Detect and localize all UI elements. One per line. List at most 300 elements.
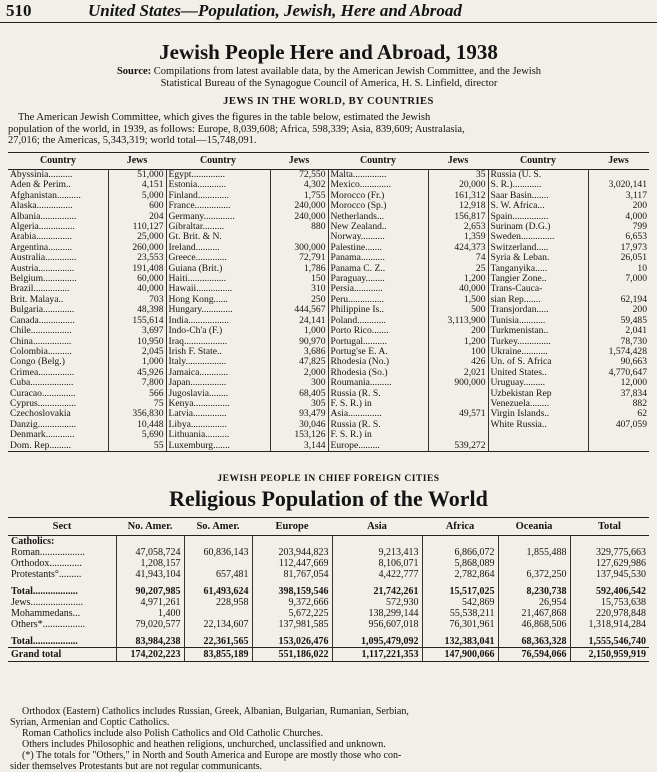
table-row [8, 608, 649, 619]
sect-label: Roman.................. [11, 547, 85, 558]
population-cell: 90,207,985 [116, 586, 184, 597]
jews-count-cell: 3,020,141 [588, 180, 649, 190]
jews-count-cell: 40,000 [108, 284, 166, 294]
jews-count-cell: 1,359 [428, 232, 488, 242]
country-cell: Ukraine........... [488, 347, 588, 357]
country-cell: sian Rep....... [488, 295, 588, 305]
jews-count-cell: 500 [428, 305, 488, 315]
table-row [8, 347, 649, 357]
table-row [8, 420, 649, 430]
population-cell: 5,672,225 [252, 608, 332, 619]
jews-count-cell: 100 [428, 347, 488, 357]
running-title: United States—Population, Jewish, Here and Abroad [88, 1, 462, 20]
country-cell: Rhodesia (No.) [328, 357, 428, 367]
intro-paragraph [8, 112, 650, 147]
population-cell [184, 608, 252, 619]
country-cell: Panama C. Z.. [328, 264, 428, 274]
jews-count-cell: 10,950 [108, 337, 166, 347]
jews-count-cell: 153,126 [270, 430, 328, 440]
population-cell: 138,299,144 [332, 608, 422, 619]
country-cell: Japan............... [166, 378, 270, 388]
country-cell: Rhodesia (So.) [328, 368, 428, 378]
jews-count-cell: 59,485 [588, 316, 649, 326]
population-cell [422, 536, 498, 548]
country-cell: Persia............ [328, 284, 428, 294]
population-cell: 83,984,238 [116, 636, 184, 648]
table-row [8, 547, 649, 558]
jews-count-cell: 4,000 [588, 212, 649, 222]
table-row [8, 284, 649, 294]
table-row [8, 212, 649, 222]
jews-count-cell: 90,663 [588, 357, 649, 367]
population-cell: 61,493,624 [184, 586, 252, 597]
country-cell: Colombia.......... [10, 345, 72, 357]
jews-count-cell: 20,000 [428, 180, 488, 190]
source-text-1: Compilations from latest available data, by the American Jewish Committee, and the Jewish [153, 66, 542, 77]
jews-count-cell: 55 [108, 441, 166, 452]
country-cell [488, 430, 588, 440]
population-cell: 174,202,223 [116, 648, 184, 662]
population-cell: 60,836,143 [184, 547, 252, 558]
jews-count-cell: 3,113,900 [428, 316, 488, 326]
column-header: Sect [8, 518, 116, 536]
country-cell: Irish F. State.. [166, 347, 270, 357]
country-cell: Albania............... [10, 210, 77, 222]
jews-count-cell: 444,567 [270, 305, 328, 315]
jews-count-cell: 17,973 [588, 243, 649, 253]
table-row [8, 558, 649, 569]
population-cell [116, 536, 184, 548]
jews-count-cell: 25,000 [108, 232, 166, 242]
country-cell [488, 441, 588, 452]
jews-count-cell: 1,500 [428, 295, 488, 305]
table-row [8, 232, 649, 242]
population-cell: 41,943,104 [116, 569, 184, 580]
jews-count-cell: 1,755 [270, 191, 328, 201]
population-cell: 572,930 [332, 597, 422, 608]
jews-count-cell: 799 [588, 222, 649, 232]
country-cell: Russia (R. S. [328, 389, 428, 399]
table-row [8, 170, 649, 181]
population-cell: 83,855,189 [184, 648, 252, 662]
jews-count-cell: 30,046 [270, 420, 328, 430]
population-cell: 2,782,864 [422, 569, 498, 580]
population-cell: 81,767,054 [252, 569, 332, 580]
jews-count-cell: 200 [588, 201, 649, 211]
jews-count-cell: 3,144 [270, 441, 328, 452]
jews-count-cell: 93,479 [270, 409, 328, 419]
country-cell: Ireland.......... [166, 243, 270, 253]
population-cell: 220,978,848 [570, 608, 649, 619]
country-cell: Haiti................ [166, 274, 270, 284]
jews-count-cell: 25 [428, 264, 488, 274]
country-cell: Porto Rico....... [328, 326, 428, 336]
population-cell: 4,971,261 [116, 597, 184, 608]
population-cell: 2,150,959,919 [570, 648, 649, 662]
population-cell: 228,958 [184, 597, 252, 608]
footnote-line: (*) The totals for "Others," in North and South America and Europe are mostly those who con- [22, 750, 402, 761]
table-row [8, 569, 649, 580]
column-header-country: Country [328, 153, 428, 170]
country-cell: Roumania......... [328, 378, 428, 388]
section-title: Jewish People Here and Abroad, 1938 [159, 40, 498, 64]
country-cell: S. W. Africa... [488, 201, 588, 211]
jews-count-cell: 3,697 [108, 326, 166, 336]
sect-label: Jews..................... [11, 597, 83, 608]
jews-count-cell: 49,571 [428, 409, 488, 419]
country-cell: Crimea............... [10, 366, 75, 378]
source-label: Source: [116, 66, 152, 77]
population-cell [498, 558, 570, 569]
population-cell: 592,406,542 [570, 586, 649, 597]
country-cell: Algeria............... [10, 221, 75, 233]
jews-count-cell: 150 [270, 274, 328, 284]
country-cell: Danzig................ [10, 418, 77, 430]
jews-count-cell: 35 [428, 170, 488, 181]
country-cell: Iraq.................. [166, 337, 270, 347]
country-cell: Sweden.............. [488, 232, 588, 242]
jews-count-cell: 1,000 [108, 357, 166, 367]
table-row [8, 253, 649, 263]
jews-count-cell: 600 [108, 201, 166, 211]
population-cell [332, 536, 422, 548]
jews-count-cell: 200 [588, 305, 649, 315]
country-cell: Panama.......... [328, 253, 428, 263]
country-cell: Bulgaria............. [10, 304, 75, 316]
country-cell: Afghanistan.......... [10, 189, 81, 201]
population-cell [570, 536, 649, 548]
population-cell: 147,900,066 [422, 648, 498, 662]
country-cell: Hungary............. [166, 305, 270, 315]
country-cell: Russia (R. S. [328, 420, 428, 430]
column-header: Africa [422, 518, 498, 536]
jews-count-cell: 2,045 [108, 347, 166, 357]
country-cell: Uzbekistan Rep [488, 389, 588, 399]
table-row [8, 636, 649, 648]
table-row [8, 337, 649, 347]
population-cell: 1,400 [116, 608, 184, 619]
sect-label: Others*................. [11, 619, 86, 630]
country-cell: Peru............... [328, 295, 428, 305]
population-cell: 8,106,071 [332, 558, 422, 569]
jews-count-cell: 60,000 [108, 274, 166, 284]
country-cell: Egypt.............. [166, 170, 270, 181]
country-cell: Brit. Malaya.. [10, 293, 64, 305]
population-cell: 132,383,041 [422, 636, 498, 648]
population-cell: 9,213,413 [332, 547, 422, 558]
jews-count-cell: 10,448 [108, 420, 166, 430]
jews-count-cell [588, 430, 649, 440]
table-row [8, 430, 649, 440]
population-cell: 47,058,724 [116, 547, 184, 558]
country-cell: Luxemburg....... [166, 441, 270, 452]
jews-count-cell: 3,117 [588, 191, 649, 201]
cities-caption: JEWISH PEOPLE IN CHIEF FOREIGN CITIES [217, 474, 440, 484]
country-cell: Guiana (Brit.) [166, 264, 270, 274]
country-cell: Latvia.............. [166, 409, 270, 419]
footnote-line: Orthodox (Eastern) Catholics includes Russian, Greek, Albanian, Bulgarian, Rumanian, Serbian, [22, 706, 409, 717]
population-cell: 76,594,066 [498, 648, 570, 662]
country-cell: Czechoslovakia [10, 408, 71, 420]
jews-count-cell: 2,041 [588, 326, 649, 336]
jews-count-cell: 48,398 [108, 305, 166, 315]
column-header: Asia [332, 518, 422, 536]
jews-count-cell: 90,970 [270, 337, 328, 347]
population-cell: 6,866,072 [422, 547, 498, 558]
country-cell: Morocco (Fr.) [328, 191, 428, 201]
country-cell: Italy................. [166, 357, 270, 367]
country-cell: Portug'se E. A. [328, 347, 428, 357]
population-cell: 8,230,738 [498, 586, 570, 597]
jews-count-cell: 703 [108, 295, 166, 305]
country-cell: Argentina.......... [10, 241, 73, 253]
country-cell: Malta.............. [328, 170, 428, 181]
jews-count-cell: 1,200 [428, 337, 488, 347]
table-row [8, 357, 649, 367]
column-header-country: Country [8, 153, 108, 170]
country-cell: Syria & Leban. [488, 253, 588, 263]
country-cell: Finland............. [166, 191, 270, 201]
country-cell: Poland............ [328, 316, 428, 326]
country-cell: Dom. Rep......... [8, 441, 108, 452]
population-cell: 1,208,157 [116, 558, 184, 569]
country-cell: Saar Basin....... [488, 191, 588, 201]
jews-count-cell: 1,574,428 [588, 347, 649, 357]
jews-count-cell: 26,051 [588, 253, 649, 263]
jews-count-cell: 5,000 [108, 191, 166, 201]
jews-count-cell: 880 [270, 222, 328, 232]
column-header: So. Amer. [184, 518, 252, 536]
population-cell: 956,607,018 [332, 619, 422, 630]
jews-count-cell: 62,194 [588, 295, 649, 305]
sect-label: Grand total [8, 648, 116, 662]
country-cell: Estonia............ [166, 180, 270, 190]
country-cell: White Russia.. [488, 420, 588, 430]
population-cell: 203,944,823 [252, 547, 332, 558]
country-cell: Trans-Cauca- [488, 284, 588, 294]
jews-count-cell: 250 [270, 295, 328, 305]
sect-label: Protestants°......... [11, 569, 82, 580]
jews-count-cell: 1,200 [428, 274, 488, 284]
country-cell: India................. [166, 316, 270, 326]
country-cell: Turkmenistan.. [488, 326, 588, 336]
country-cell: China................ [10, 335, 72, 347]
country-cell: Lithuania.......... [166, 430, 270, 440]
jews-count-cell: 51,000 [108, 170, 166, 181]
population-cell: 137,981,585 [252, 619, 332, 630]
country-cell: Russia (U. S. [488, 170, 588, 181]
jews-count-cell [428, 389, 488, 399]
country-cell: Morocco (Sp.) [328, 201, 428, 211]
footnote-line: Roman Catholics include also Polish Catholics and Old Catholic Churches. [22, 728, 324, 739]
table-row [8, 619, 649, 630]
country-cell: Arabia............... [10, 231, 73, 243]
country-cell: Austria............... [10, 262, 75, 274]
jews-count-cell: 2,021 [428, 368, 488, 378]
footnote-line: Others includes Philosophic and heathen religions, unchurched, unclassified and unknown. [22, 739, 386, 750]
country-cell: Belgium.............. [10, 273, 77, 285]
jews-count-cell: 426 [428, 357, 488, 367]
population-cell: 329,775,663 [570, 547, 649, 558]
population-cell: 22,361,565 [184, 636, 252, 648]
population-cell: 551,186,022 [252, 648, 332, 662]
column-header: Total [570, 518, 649, 536]
jews-count-cell: 156,817 [428, 212, 488, 222]
column-header-jews: Jews [270, 153, 328, 170]
jews-count-cell: 300,000 [270, 243, 328, 253]
country-cell: Hong Kong...... [166, 295, 270, 305]
country-cell: Chile................. [10, 325, 72, 337]
table-row [8, 536, 649, 548]
country-cell: New Zealand.. [328, 222, 428, 232]
country-cell: Europe......... [328, 441, 428, 452]
jews-count-cell: 78,730 [588, 337, 649, 347]
jews-count-cell: 10 [588, 264, 649, 274]
population-cell: 1,855,488 [498, 547, 570, 558]
country-cell: Alaska............... [10, 200, 73, 212]
table-row [8, 264, 649, 274]
jews-count-cell: 200 [428, 326, 488, 336]
column-header-jews: Jews [588, 153, 649, 170]
sect-label: Orthodox............. [11, 558, 82, 569]
population-cell: 1,095,479,092 [332, 636, 422, 648]
country-cell: Jugoslavia........ [166, 389, 270, 399]
population-cell [252, 536, 332, 548]
population-cell [498, 536, 570, 548]
footnote-line: Syrian, Armenian and Coptic Catholics. [10, 717, 170, 728]
population-cell: 137,945,530 [570, 569, 649, 580]
country-cell: Australia............. [10, 252, 77, 264]
country-cell: Jamaica............ [166, 368, 270, 378]
country-cell: Denmark............ [10, 429, 75, 441]
country-cell: Brazil............... [10, 283, 70, 295]
jews-count-cell: 407,059 [588, 420, 649, 430]
jews-count-cell: 260,000 [108, 243, 166, 253]
sect-label: Catholics: [11, 536, 55, 547]
jews-count-cell: 72,791 [270, 253, 328, 263]
population-cell: 55,538,211 [422, 608, 498, 619]
country-cell: Germany............. [166, 212, 270, 222]
table-row [8, 191, 649, 201]
table-row [8, 389, 649, 399]
country-cell: Greece............. [166, 253, 270, 263]
population-cell: 22,134,607 [184, 619, 252, 630]
jews-count-cell: 4,151 [108, 180, 166, 190]
country-cell: Venezuela........ [488, 399, 588, 409]
population-cell: 1,117,221,353 [332, 648, 422, 662]
country-cell: Virgin Islands.. [488, 409, 588, 419]
table-row [8, 326, 649, 336]
jews-count-cell: 3,686 [270, 347, 328, 357]
population-cell: 15,753,638 [570, 597, 649, 608]
country-cell: Transjordan..... [488, 305, 588, 315]
intro-line: population of the world, in 1939, as follows: Europe, 8,039,608; Africa, 598,339; Asia, 839,609; Australasia, [8, 123, 465, 135]
jews-count-cell: 7,800 [108, 378, 166, 388]
country-cell: Mexico............. [328, 180, 428, 190]
table-row [8, 597, 649, 608]
jews-count-cell: 12,000 [588, 378, 649, 388]
sect-label: Mohammedans... [11, 608, 81, 619]
country-cell: Norway.......... [328, 232, 428, 242]
table-row [8, 316, 649, 326]
intro-line: The American Jewish Committee, which gives the figures in the table below, estimated the Jewish [18, 112, 431, 123]
column-header-country: Country [166, 153, 270, 170]
population-cell: 46,868,506 [498, 619, 570, 630]
column-header: Oceania [498, 518, 570, 536]
jews-count-cell: 7,000 [588, 274, 649, 284]
column-header: Europe [252, 518, 332, 536]
table-row [8, 368, 649, 378]
country-cell: Abyssinia.......... [10, 169, 73, 180]
jews-count-cell [428, 420, 488, 430]
population-cell: 127,629,986 [570, 558, 649, 569]
table-row [8, 648, 649, 662]
jews-count-cell: 155,614 [108, 316, 166, 326]
table-row [8, 586, 649, 597]
country-cell: Tanganyika..... [488, 264, 588, 274]
country-cell: Aden & Perim.. [10, 179, 71, 191]
population-cell: 112,447,669 [252, 558, 332, 569]
jews-count-cell: 72,550 [270, 170, 328, 181]
jews-count-cell: 6,653 [588, 232, 649, 242]
sect-label: Total.................. [11, 636, 78, 647]
population-cell: 4,422,777 [332, 569, 422, 580]
jews-count-cell: 68,405 [270, 389, 328, 399]
jews-count-cell: 4,770,647 [588, 368, 649, 378]
population-cell: 398,159,546 [252, 586, 332, 597]
religious-title: Religious Population of the World [169, 486, 488, 511]
country-cell: France............... [166, 201, 270, 211]
intro-line: 27,016; the Americas, 5,343,319; world total—15,748,091. [8, 135, 257, 146]
population-cell: 26,954 [498, 597, 570, 608]
population-cell [184, 536, 252, 548]
jews-count-cell: 23,553 [108, 253, 166, 263]
country-cell: Portugal.......... [328, 337, 428, 347]
population-cell: 79,020,577 [116, 619, 184, 630]
country-cell: Asia.............. [328, 409, 428, 419]
jews-count-cell: 539,272 [428, 441, 488, 452]
running-header [0, 0, 657, 23]
country-cell: Gt. Brit. & N. [166, 232, 270, 242]
table-row [8, 201, 649, 211]
jews-count-cell: 305 [270, 399, 328, 409]
jews-count-cell: 882 [588, 399, 649, 409]
country-cell: Hawaii............... [166, 284, 270, 294]
country-cell: Libya............... [166, 420, 270, 430]
page-number: 510 [6, 1, 32, 20]
footnotes [10, 706, 650, 772]
source-text-2: Statistical Bureau of the Synagogue Council of America, H. S. Linfield, director [160, 78, 498, 89]
population-cell: 76,301,961 [422, 619, 498, 630]
table-row [8, 378, 649, 388]
country-cell: Gibraltar......... [166, 222, 270, 232]
table-row [8, 180, 649, 190]
jews-count-cell: 356,830 [108, 409, 166, 419]
jews-count-cell: 240,000 [270, 201, 328, 211]
jews-count-cell: 37,834 [588, 389, 649, 399]
population-cell [184, 558, 252, 569]
sect-label: Total.................. [11, 586, 78, 597]
population-cell: 68,363,328 [498, 636, 570, 648]
jews-count-cell: 2,000 [270, 368, 328, 378]
table-row [8, 409, 649, 419]
country-cell: Indo-Ch'a (F.) [166, 326, 270, 336]
country-cell: Switzerland..... [488, 243, 588, 253]
jews-count-cell: 424,373 [428, 243, 488, 253]
jews-by-country-table [8, 152, 649, 452]
population-cell: 153,026,476 [252, 636, 332, 648]
country-cell: Turkey.............. [488, 337, 588, 347]
